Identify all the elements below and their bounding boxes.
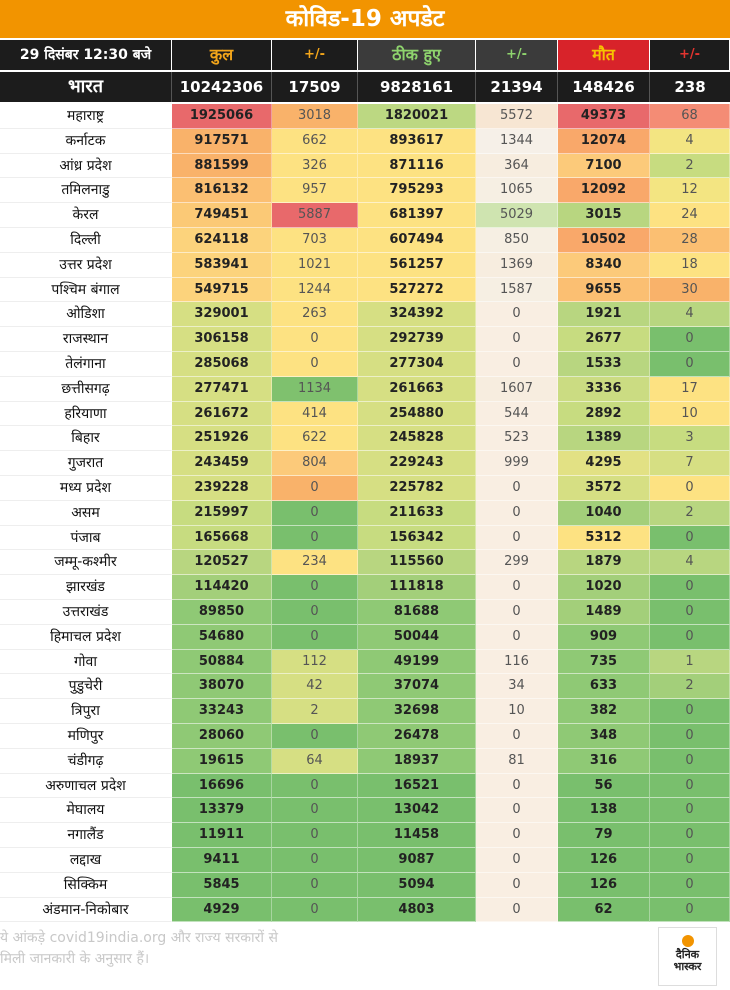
recovered: 50044 bbox=[358, 625, 476, 650]
state-name: झारखंड bbox=[0, 575, 172, 600]
deaths: 2892 bbox=[558, 402, 650, 427]
recovered: 49199 bbox=[358, 650, 476, 675]
deaths: 382 bbox=[558, 699, 650, 724]
recovered: 607494 bbox=[358, 228, 476, 253]
deaths: 2677 bbox=[558, 327, 650, 352]
state-name: कर्नाटक bbox=[0, 129, 172, 154]
total-cases: 5845 bbox=[172, 873, 272, 898]
recovered: 5094 bbox=[358, 873, 476, 898]
total-delta: 0 bbox=[272, 724, 358, 749]
state-name: राजस्थान bbox=[0, 327, 172, 352]
total-cases: 33243 bbox=[172, 699, 272, 724]
total-cases: 28060 bbox=[172, 724, 272, 749]
total-delta: 622 bbox=[272, 426, 358, 451]
deaths-delta: 1 bbox=[650, 650, 730, 675]
table-row bbox=[0, 749, 730, 774]
recovered-delta: 0 bbox=[476, 898, 558, 923]
table-row bbox=[0, 377, 730, 402]
recovered-delta: 0 bbox=[476, 873, 558, 898]
national-row bbox=[0, 72, 730, 102]
total-cases: 4929 bbox=[172, 898, 272, 923]
recovered-delta: 5029 bbox=[476, 203, 558, 228]
state-name: पंजाब bbox=[0, 526, 172, 551]
recovered: 254880 bbox=[358, 402, 476, 427]
deaths-delta: 3 bbox=[650, 426, 730, 451]
state-name: दिल्ली bbox=[0, 228, 172, 253]
table-row bbox=[0, 402, 730, 427]
recovered: 13042 bbox=[358, 798, 476, 823]
table-row bbox=[0, 203, 730, 228]
deaths-delta: 7 bbox=[650, 451, 730, 476]
total-delta: 804 bbox=[272, 451, 358, 476]
recovered: 795293 bbox=[358, 178, 476, 203]
table-header bbox=[0, 40, 730, 72]
total-cases: 329001 bbox=[172, 302, 272, 327]
recovered: 277304 bbox=[358, 352, 476, 377]
state-name: अंडमान-निकोबार bbox=[0, 898, 172, 923]
table-row bbox=[0, 650, 730, 675]
recovered: 37074 bbox=[358, 674, 476, 699]
state-name: आंध्र प्रदेश bbox=[0, 154, 172, 179]
recovered: 893617 bbox=[358, 129, 476, 154]
total-delta: 0 bbox=[272, 823, 358, 848]
total-cases: 549715 bbox=[172, 278, 272, 303]
recovered: 115560 bbox=[358, 550, 476, 575]
recovered: 111818 bbox=[358, 575, 476, 600]
total-delta: 414 bbox=[272, 402, 358, 427]
total-delta: 112 bbox=[272, 650, 358, 675]
deaths: 126 bbox=[558, 848, 650, 873]
national-deaths-delta: 238 bbox=[674, 78, 706, 96]
deaths-delta: 0 bbox=[650, 823, 730, 848]
total-cases: 881599 bbox=[172, 154, 272, 179]
total-cases: 11911 bbox=[172, 823, 272, 848]
total-delta: 234 bbox=[272, 550, 358, 575]
deaths: 1020 bbox=[558, 575, 650, 600]
table-row bbox=[0, 625, 730, 650]
recovered: 261663 bbox=[358, 377, 476, 402]
total-cases: 54680 bbox=[172, 625, 272, 650]
table-row bbox=[0, 848, 730, 873]
recovered-delta: 1344 bbox=[476, 129, 558, 154]
total-delta: 0 bbox=[272, 501, 358, 526]
source-note-line1: ये आंकड़े covid19india.org और राज्य सरकारों से bbox=[0, 930, 278, 946]
total-delta: 326 bbox=[272, 154, 358, 179]
state-name: उत्तर प्रदेश bbox=[0, 253, 172, 278]
total-cases: 261672 bbox=[172, 402, 272, 427]
national-recovered-delta: 21394 bbox=[476, 72, 558, 102]
recovered-delta: 0 bbox=[476, 823, 558, 848]
recovered-delta: 10 bbox=[476, 699, 558, 724]
total-cases: 38070 bbox=[172, 674, 272, 699]
recovered: 229243 bbox=[358, 451, 476, 476]
state-name: मध्य प्रदेश bbox=[0, 476, 172, 501]
total-delta: 0 bbox=[272, 848, 358, 873]
recovered: 4803 bbox=[358, 898, 476, 923]
table-row bbox=[0, 278, 730, 303]
state-name: असम bbox=[0, 501, 172, 526]
logo-text-line1: दैनिक bbox=[675, 948, 700, 961]
state-name: उत्तराखंड bbox=[0, 600, 172, 625]
table-row bbox=[0, 550, 730, 575]
deaths: 1533 bbox=[558, 352, 650, 377]
source-note-line2: मिली जानकारी के अनुसार हैं। bbox=[0, 951, 150, 967]
logo bbox=[658, 927, 717, 986]
table-row bbox=[0, 104, 730, 129]
deaths-delta: 0 bbox=[650, 526, 730, 551]
deaths-delta: 18 bbox=[650, 253, 730, 278]
total-delta: 957 bbox=[272, 178, 358, 203]
total-delta: 3018 bbox=[272, 104, 358, 129]
national-deaths: 148426 bbox=[558, 72, 650, 102]
deaths-delta: 2 bbox=[650, 501, 730, 526]
recovered-delta: 34 bbox=[476, 674, 558, 699]
recovered-delta: 0 bbox=[476, 575, 558, 600]
deaths-delta: 30 bbox=[650, 278, 730, 303]
recovered-delta: 523 bbox=[476, 426, 558, 451]
national-name: भारत bbox=[0, 72, 172, 102]
deaths-delta: 0 bbox=[650, 476, 730, 501]
recovered: 1820021 bbox=[358, 104, 476, 129]
table-row bbox=[0, 154, 730, 179]
table-row bbox=[0, 575, 730, 600]
total-cases: 89850 bbox=[172, 600, 272, 625]
table-row bbox=[0, 253, 730, 278]
total-delta: 0 bbox=[272, 526, 358, 551]
recovered: 324392 bbox=[358, 302, 476, 327]
total-cases: 1925066 bbox=[172, 104, 272, 129]
total-cases: 114420 bbox=[172, 575, 272, 600]
deaths-delta: 0 bbox=[650, 625, 730, 650]
state-name: लद्दाख bbox=[0, 848, 172, 873]
deaths: 8340 bbox=[558, 253, 650, 278]
total-delta: 42 bbox=[272, 674, 358, 699]
deaths: 3015 bbox=[558, 203, 650, 228]
deaths: 9655 bbox=[558, 278, 650, 303]
total-delta: 0 bbox=[272, 898, 358, 923]
recovered: 561257 bbox=[358, 253, 476, 278]
deaths: 126 bbox=[558, 873, 650, 898]
table-row bbox=[0, 823, 730, 848]
total-cases: 917571 bbox=[172, 129, 272, 154]
table-row bbox=[0, 476, 730, 501]
recovered: 225782 bbox=[358, 476, 476, 501]
deaths: 909 bbox=[558, 625, 650, 650]
deaths: 3336 bbox=[558, 377, 650, 402]
deaths-delta: 68 bbox=[650, 104, 730, 129]
recovered-delta: 999 bbox=[476, 451, 558, 476]
total-cases: 624118 bbox=[172, 228, 272, 253]
table-row bbox=[0, 426, 730, 451]
recovered-delta: 5572 bbox=[476, 104, 558, 129]
total-delta: 64 bbox=[272, 749, 358, 774]
table-row bbox=[0, 526, 730, 551]
deaths-delta: 0 bbox=[650, 798, 730, 823]
header-deaths-delta: +/- bbox=[650, 40, 730, 70]
total-delta: 0 bbox=[272, 774, 358, 799]
deaths: 49373 bbox=[558, 104, 650, 129]
deaths-delta: 0 bbox=[650, 873, 730, 898]
recovered: 156342 bbox=[358, 526, 476, 551]
recovered-delta: 0 bbox=[476, 302, 558, 327]
recovered-delta: 0 bbox=[476, 327, 558, 352]
deaths: 1389 bbox=[558, 426, 650, 451]
total-delta: 0 bbox=[272, 625, 358, 650]
total-delta: 703 bbox=[272, 228, 358, 253]
total-cases: 215997 bbox=[172, 501, 272, 526]
state-name: हिमाचल प्रदेश bbox=[0, 625, 172, 650]
footer bbox=[0, 922, 730, 990]
total-cases: 306158 bbox=[172, 327, 272, 352]
deaths-delta: 24 bbox=[650, 203, 730, 228]
recovered-delta: 0 bbox=[476, 798, 558, 823]
logo-text-line2: भास्कर bbox=[673, 960, 702, 973]
recovered-delta: 0 bbox=[476, 848, 558, 873]
state-name: पश्चिम बंगाल bbox=[0, 278, 172, 303]
deaths: 5312 bbox=[558, 526, 650, 551]
table-row bbox=[0, 774, 730, 799]
recovered-delta: 116 bbox=[476, 650, 558, 675]
deaths-delta: 0 bbox=[650, 575, 730, 600]
total-cases: 13379 bbox=[172, 798, 272, 823]
recovered: 16521 bbox=[358, 774, 476, 799]
total-cases: 749451 bbox=[172, 203, 272, 228]
table-row bbox=[0, 873, 730, 898]
deaths: 1040 bbox=[558, 501, 650, 526]
state-name: ओडिशा bbox=[0, 302, 172, 327]
header-total-delta: +/- bbox=[272, 40, 358, 70]
total-cases: 16696 bbox=[172, 774, 272, 799]
total-delta: 0 bbox=[272, 575, 358, 600]
deaths: 4295 bbox=[558, 451, 650, 476]
state-name: मेघालय bbox=[0, 798, 172, 823]
state-name: बिहार bbox=[0, 426, 172, 451]
deaths: 12074 bbox=[558, 129, 650, 154]
deaths-delta: 0 bbox=[650, 724, 730, 749]
header-recovered-delta: +/- bbox=[476, 40, 558, 70]
page-title: कोविड-19 अपडेट bbox=[0, 0, 730, 38]
recovered: 527272 bbox=[358, 278, 476, 303]
deaths-delta: 4 bbox=[650, 550, 730, 575]
state-name: गुजरात bbox=[0, 451, 172, 476]
recovered-delta: 1607 bbox=[476, 377, 558, 402]
state-name: तमिलनाडु bbox=[0, 178, 172, 203]
state-name: नगालैंड bbox=[0, 823, 172, 848]
deaths: 62 bbox=[558, 898, 650, 923]
deaths: 348 bbox=[558, 724, 650, 749]
deaths: 1489 bbox=[558, 600, 650, 625]
deaths-delta: 0 bbox=[650, 352, 730, 377]
deaths-delta: 4 bbox=[650, 129, 730, 154]
recovered-delta: 0 bbox=[476, 625, 558, 650]
total-delta: 1021 bbox=[272, 253, 358, 278]
table-row bbox=[0, 674, 730, 699]
total-cases: 277471 bbox=[172, 377, 272, 402]
total-cases: 816132 bbox=[172, 178, 272, 203]
deaths: 7100 bbox=[558, 154, 650, 179]
recovered-delta: 81 bbox=[476, 749, 558, 774]
national-recovered: 9828161 bbox=[358, 72, 476, 102]
total-delta: 0 bbox=[272, 600, 358, 625]
state-name: त्रिपुरा bbox=[0, 699, 172, 724]
recovered-delta: 1587 bbox=[476, 278, 558, 303]
table-row bbox=[0, 600, 730, 625]
recovered-delta: 1065 bbox=[476, 178, 558, 203]
total-cases: 243459 bbox=[172, 451, 272, 476]
deaths: 10502 bbox=[558, 228, 650, 253]
table-row bbox=[0, 798, 730, 823]
deaths: 316 bbox=[558, 749, 650, 774]
header-deaths: मौत bbox=[558, 40, 650, 70]
state-table bbox=[0, 104, 730, 922]
table-row bbox=[0, 724, 730, 749]
deaths: 56 bbox=[558, 774, 650, 799]
recovered: 871116 bbox=[358, 154, 476, 179]
deaths-delta: 10 bbox=[650, 402, 730, 427]
header-datetime: 29 दिसंबर 12:30 बजे bbox=[0, 40, 172, 70]
recovered-delta: 299 bbox=[476, 550, 558, 575]
deaths-delta: 2 bbox=[650, 674, 730, 699]
total-delta: 662 bbox=[272, 129, 358, 154]
recovered-delta: 0 bbox=[476, 501, 558, 526]
table-row bbox=[0, 178, 730, 203]
recovered-delta: 0 bbox=[476, 774, 558, 799]
table-row bbox=[0, 228, 730, 253]
deaths-delta: 17 bbox=[650, 377, 730, 402]
logo-dot-icon bbox=[682, 935, 694, 947]
deaths-delta: 0 bbox=[650, 898, 730, 923]
table-row bbox=[0, 327, 730, 352]
recovered: 81688 bbox=[358, 600, 476, 625]
total-delta: 0 bbox=[272, 476, 358, 501]
deaths-delta: 0 bbox=[650, 699, 730, 724]
total-delta: 2 bbox=[272, 699, 358, 724]
deaths: 735 bbox=[558, 650, 650, 675]
total-cases: 239228 bbox=[172, 476, 272, 501]
recovered-delta: 850 bbox=[476, 228, 558, 253]
recovered: 681397 bbox=[358, 203, 476, 228]
deaths: 79 bbox=[558, 823, 650, 848]
deaths: 1879 bbox=[558, 550, 650, 575]
deaths-delta: 12 bbox=[650, 178, 730, 203]
table-row bbox=[0, 302, 730, 327]
recovered: 18937 bbox=[358, 749, 476, 774]
deaths: 3572 bbox=[558, 476, 650, 501]
total-cases: 19615 bbox=[172, 749, 272, 774]
total-delta: 0 bbox=[272, 873, 358, 898]
recovered: 26478 bbox=[358, 724, 476, 749]
state-name: महाराष्ट्र bbox=[0, 104, 172, 129]
total-cases: 285068 bbox=[172, 352, 272, 377]
deaths: 1921 bbox=[558, 302, 650, 327]
deaths-delta: 28 bbox=[650, 228, 730, 253]
recovered-delta: 364 bbox=[476, 154, 558, 179]
recovered-delta: 0 bbox=[476, 600, 558, 625]
state-name: सिक्किम bbox=[0, 873, 172, 898]
deaths-delta: 0 bbox=[650, 600, 730, 625]
national-total-delta: 17509 bbox=[272, 72, 358, 102]
table-row bbox=[0, 501, 730, 526]
deaths-delta: 0 bbox=[650, 749, 730, 774]
total-delta: 1244 bbox=[272, 278, 358, 303]
state-name: तेलंगाना bbox=[0, 352, 172, 377]
total-cases: 583941 bbox=[172, 253, 272, 278]
deaths: 138 bbox=[558, 798, 650, 823]
national-total: 10242306 bbox=[172, 72, 272, 102]
deaths-delta: 4 bbox=[650, 302, 730, 327]
deaths-delta: 0 bbox=[650, 848, 730, 873]
total-cases: 9411 bbox=[172, 848, 272, 873]
total-cases: 120527 bbox=[172, 550, 272, 575]
recovered: 9087 bbox=[358, 848, 476, 873]
table-row bbox=[0, 898, 730, 923]
table-row bbox=[0, 451, 730, 476]
state-name: गोवा bbox=[0, 650, 172, 675]
total-cases: 165668 bbox=[172, 526, 272, 551]
total-delta: 0 bbox=[272, 352, 358, 377]
state-name: केरल bbox=[0, 203, 172, 228]
recovered-delta: 0 bbox=[476, 724, 558, 749]
source-note bbox=[0, 928, 278, 970]
deaths: 12092 bbox=[558, 178, 650, 203]
state-name: हरियाणा bbox=[0, 402, 172, 427]
deaths-delta: 0 bbox=[650, 774, 730, 799]
header-total: कुल bbox=[172, 40, 272, 70]
recovered: 32698 bbox=[358, 699, 476, 724]
recovered-delta: 0 bbox=[476, 526, 558, 551]
table-row bbox=[0, 129, 730, 154]
total-cases: 251926 bbox=[172, 426, 272, 451]
table-row bbox=[0, 352, 730, 377]
total-delta: 0 bbox=[272, 327, 358, 352]
deaths: 633 bbox=[558, 674, 650, 699]
state-name: चंडीगढ़ bbox=[0, 749, 172, 774]
total-delta: 0 bbox=[272, 798, 358, 823]
total-delta: 1134 bbox=[272, 377, 358, 402]
total-delta: 263 bbox=[272, 302, 358, 327]
recovered-delta: 0 bbox=[476, 352, 558, 377]
state-name: पुडुचेरी bbox=[0, 674, 172, 699]
recovered: 245828 bbox=[358, 426, 476, 451]
state-name: मणिपुर bbox=[0, 724, 172, 749]
recovered-delta: 544 bbox=[476, 402, 558, 427]
state-name: जम्मू-कश्मीर bbox=[0, 550, 172, 575]
deaths-delta: 0 bbox=[650, 327, 730, 352]
recovered: 211633 bbox=[358, 501, 476, 526]
recovered-delta: 1369 bbox=[476, 253, 558, 278]
table-row bbox=[0, 699, 730, 724]
header-recovered: ठीक हुए bbox=[358, 40, 476, 70]
recovered: 292739 bbox=[358, 327, 476, 352]
recovered: 11458 bbox=[358, 823, 476, 848]
state-name: छत्तीसगढ़ bbox=[0, 377, 172, 402]
recovered-delta: 0 bbox=[476, 476, 558, 501]
deaths-delta: 2 bbox=[650, 154, 730, 179]
total-cases: 50884 bbox=[172, 650, 272, 675]
total-delta: 5887 bbox=[272, 203, 358, 228]
state-name: अरुणाचल प्रदेश bbox=[0, 774, 172, 799]
